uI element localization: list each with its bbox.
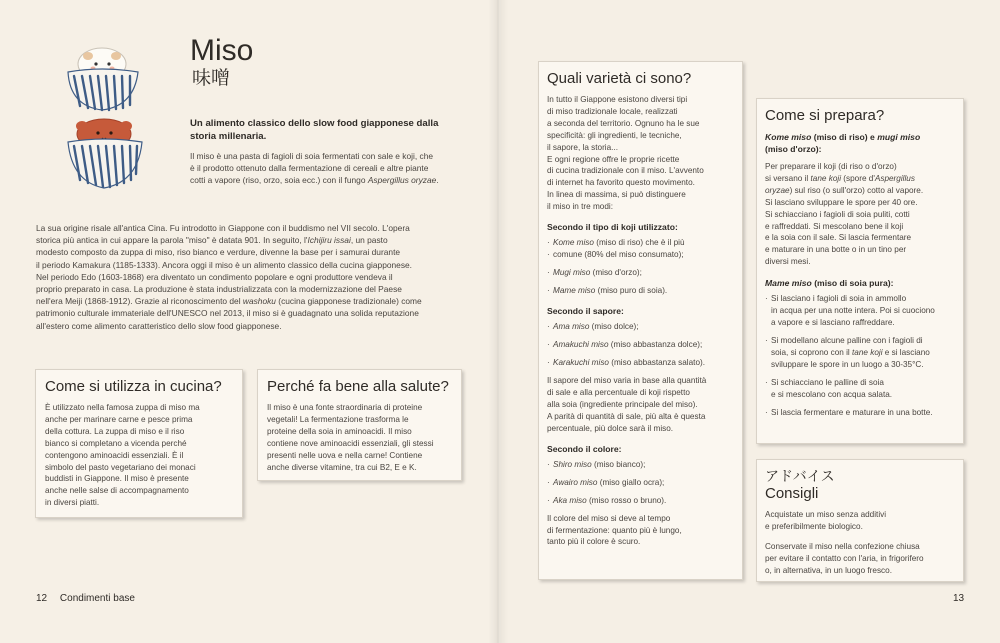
box-title-japanese: アドバイス bbox=[765, 468, 835, 484]
list-item: · Mame miso (miso puro di soia). bbox=[547, 285, 734, 297]
page-title: Miso bbox=[190, 34, 254, 67]
box-line: a seconda del territorio. Ognuno ha le sue bbox=[547, 118, 700, 128]
list-item: · Karakuchi miso (miso abbastanza salato). bbox=[547, 357, 734, 369]
taste-heading: Secondo il sapore: bbox=[547, 306, 624, 317]
box-varieties bbox=[538, 61, 743, 580]
box-line: specificità: gli ingredienti, le tecniche, bbox=[547, 130, 682, 140]
box-line: alla soia (ingrediente principale del miso). bbox=[547, 399, 698, 409]
box-line: tanto più il colore è scuro. bbox=[547, 537, 641, 547]
box-cooking-usage bbox=[35, 369, 243, 518]
intro-line: cotti a vapore (riso, orzo, soia ecc.) con il fungo Aspergillus oryzae. bbox=[190, 175, 439, 186]
box-line: il miso in tre modi: bbox=[547, 202, 613, 212]
box-line: di sale e alla percentuale di koji rispetto bbox=[547, 387, 690, 397]
box-line: contiene nove aminoacidi essenziali, gli stessi bbox=[267, 438, 434, 448]
list-item: · Si schiacciano le palline di soia e si mescolano con acqua salata. bbox=[765, 377, 955, 401]
box-line: anche per marinare carne e pesce prima bbox=[45, 414, 193, 424]
box-line: Conservate il miso nella confezione chiusa bbox=[765, 541, 920, 551]
page-number-right: 13 bbox=[953, 593, 965, 604]
box-title: Perché fa bene alla salute? bbox=[267, 378, 449, 395]
list-item-continuation: · comune (80% del miso consumato); bbox=[547, 249, 734, 261]
list-item: · Aka miso (miso rosso o bruno). bbox=[547, 495, 734, 507]
intro-line: è il prodotto ottenuto dalla fermentazione di cereali e altre piante bbox=[190, 163, 429, 174]
box-line: anche nelle salse di accompagnamento bbox=[45, 486, 189, 496]
box-line: il sapore, la storia... bbox=[547, 142, 618, 152]
history-line: La sua origine risale all'antica Cina. Fu introdotto in Giappone con il buddismo nel VII secolo. L'opera bbox=[36, 223, 410, 233]
box-line: di internet ha favorito questo movimento. bbox=[547, 178, 695, 188]
box-line: e maturare in una botte o in un tino per bbox=[765, 245, 907, 255]
left-page bbox=[0, 0, 496, 643]
list-item: · Amakuchi miso (miso abbastanza dolce); bbox=[547, 339, 734, 351]
box-line: bianco si completano a vicenda perché bbox=[45, 438, 187, 448]
history-line: il periodo Kamakura (1185-1333). Ancora oggi il miso è un alimento classico della cucina giapponese. bbox=[36, 259, 413, 270]
box-health-benefits bbox=[257, 369, 462, 481]
box-line: diversi mesi. bbox=[765, 257, 811, 267]
box-line: si versano il tane koji (spore d'Aspergillus bbox=[765, 173, 915, 183]
box-line: Acquistate un miso senza additivi bbox=[765, 510, 887, 519]
list-item: · Awairo miso (miso giallo ocra); bbox=[547, 477, 734, 489]
miso-bowl-white-icon bbox=[68, 48, 138, 110]
box-line: proteine della soia in aminoacidi. Il miso bbox=[267, 426, 412, 436]
box-line: Si schiacciano i fagioli di soia puliti, cotti bbox=[765, 209, 910, 219]
box-line: È utilizzato nella famosa zuppa di miso ma bbox=[45, 403, 200, 412]
box-line: e preferibilmente biologico. bbox=[765, 521, 863, 531]
section-name: Condimenti base bbox=[59, 593, 135, 604]
intro-paragraph bbox=[190, 150, 470, 187]
box-line: di miso tradizionale locale, realizzati bbox=[547, 106, 678, 116]
box-line: per evitare il contatto con l'aria, in frigorifero bbox=[765, 553, 924, 563]
list-item: · Si modellano alcune palline con i fagioli di soia, si coprono con il tane koji e si lasciano sviluppare le spore in un luogo a 30-35°C. bbox=[765, 335, 955, 371]
box-line: simbolo del pasto vegetariano dei monaci bbox=[45, 462, 196, 472]
box-line: Si lasciano sviluppare le spore per 40 ore. bbox=[765, 197, 918, 207]
lead-text: Un alimento classico dello slow food giapponese dalla storia millenaria. bbox=[190, 118, 439, 142]
box-line: buddisti in Giappone. Il miso è presente bbox=[45, 474, 189, 484]
prep-subheading-1-cont: (miso d'orzo): bbox=[765, 144, 822, 154]
box-line: presenti nelle uova e nella carne! Contiene bbox=[267, 450, 423, 460]
box-line: e la soia con il sale. Si lascia fermentare bbox=[765, 233, 912, 243]
box-line: anche diverse vitamine, tra cui B2, E e K. bbox=[267, 462, 417, 472]
history-line: storica più antica in cui appare la parola "miso" è datata 901. In seguito, l'Ichijiru issai, un pasto bbox=[36, 235, 388, 246]
list-item: · Kome miso (miso di riso) che è il più bbox=[547, 237, 734, 249]
history-line: proprio preparato in casa. La produzione è stata industrializzata con la modernizzazione del Paese bbox=[36, 284, 402, 295]
list-item: · Mugi miso (miso d'orzo); bbox=[547, 267, 734, 279]
miso-bowl-red-icon bbox=[68, 119, 142, 188]
book-gutter bbox=[488, 0, 508, 643]
box-line: contengono aminoacidi essenziali. È il bbox=[45, 450, 184, 460]
box-line: della cottura. La zuppa di miso e il riso bbox=[45, 426, 185, 436]
list-item: · Si lascia fermentare e maturare in una botte. bbox=[765, 407, 955, 419]
box-line: o, in alternativa, in un luogo fresco. bbox=[765, 565, 892, 575]
box-line: Il colore del miso si deve al tempo bbox=[547, 513, 671, 523]
koji-heading: Secondo il tipo di koji utilizzato: bbox=[547, 222, 678, 233]
box-line: in diversi piatti. bbox=[45, 498, 100, 508]
page-title-japanese: 味噌 bbox=[192, 68, 231, 89]
box-line: e raffreddati. Si mescolano bene il koji bbox=[765, 221, 904, 231]
history-paragraph bbox=[36, 222, 472, 332]
list-item: · Si lasciano i fagioli di soia in ammollo in acqua per una notte intera. Poi si cuociono a vapore e si lasciano raffreddare. bbox=[765, 293, 955, 329]
box-preparation bbox=[756, 98, 964, 444]
box-title: Consigli bbox=[765, 485, 819, 502]
box-line: di fermentazione: quanto più è lungo, bbox=[547, 525, 682, 535]
box-line: di cucina tradizionale con il miso. L'avvento bbox=[547, 166, 704, 176]
box-advice bbox=[756, 459, 964, 582]
box-line: Il sapore del miso varia in base alla quantità bbox=[547, 376, 707, 386]
box-line: E ogni regione offre le proprie ricette bbox=[547, 154, 680, 164]
box-line: In linea di massima, si può distinguere bbox=[547, 190, 686, 200]
history-line: nell'era Meiji (1868-1912). Grazie al riconoscimento del washoku (cucina giapponese tradizionale) come bbox=[36, 296, 422, 307]
box-title: Quali varietà ci sono? bbox=[547, 70, 692, 87]
box-line: Il miso è una fonte straordinaria di proteine bbox=[267, 403, 423, 412]
intro-line: Il miso è una pasta di fagioli di soia fermentati con sale e koji, che bbox=[190, 151, 434, 161]
box-line: Per preparare il koji (di riso o d'orzo) bbox=[765, 162, 897, 171]
box-title: Come si prepara? bbox=[765, 107, 885, 124]
footer-left bbox=[36, 593, 135, 604]
box-line: percentuale, più dolce sarà il miso. bbox=[547, 423, 674, 433]
history-line: modesto composto da zuppa di miso, riso bianco e verdure, divenne la base per i samurai durante bbox=[36, 247, 401, 258]
prep-subheading-1: Kome miso (miso di riso) e mugi miso bbox=[765, 132, 921, 142]
list-item: · Shiro miso (miso bianco); bbox=[547, 459, 734, 471]
history-line: Nel periodo Edo (1603-1868) era diventato un condimento popolare e ogni produttore vendeva il bbox=[36, 271, 393, 282]
color-heading: Secondo il colore: bbox=[547, 443, 622, 454]
box-line: oryzae) sul riso (o sull'orzo) cotto al vapore. bbox=[765, 185, 924, 195]
box-line: A parità di quantità di sale, più alta è questa bbox=[547, 411, 706, 421]
history-line: all'estero come alimento caratteristico dello slow food giapponese. bbox=[36, 320, 282, 331]
page-number-left: 12 bbox=[36, 593, 48, 604]
miso-bowls-illustration bbox=[58, 36, 154, 196]
box-title: Come si utilizza in cucina? bbox=[45, 378, 222, 395]
history-line: patrimonio culturale immateriale dell'UNESCO nel 2013, il miso si è guadagnato una solida reputazione bbox=[36, 308, 419, 319]
list-item: · Ama miso (miso dolce); bbox=[547, 321, 734, 333]
prep-subheading-2: Mame miso (miso di soia pura): bbox=[765, 278, 894, 289]
box-line: In tutto il Giappone esistono diversi tipi bbox=[547, 95, 688, 104]
box-line: vegetali! La fermentazione trasforma le bbox=[267, 414, 409, 424]
